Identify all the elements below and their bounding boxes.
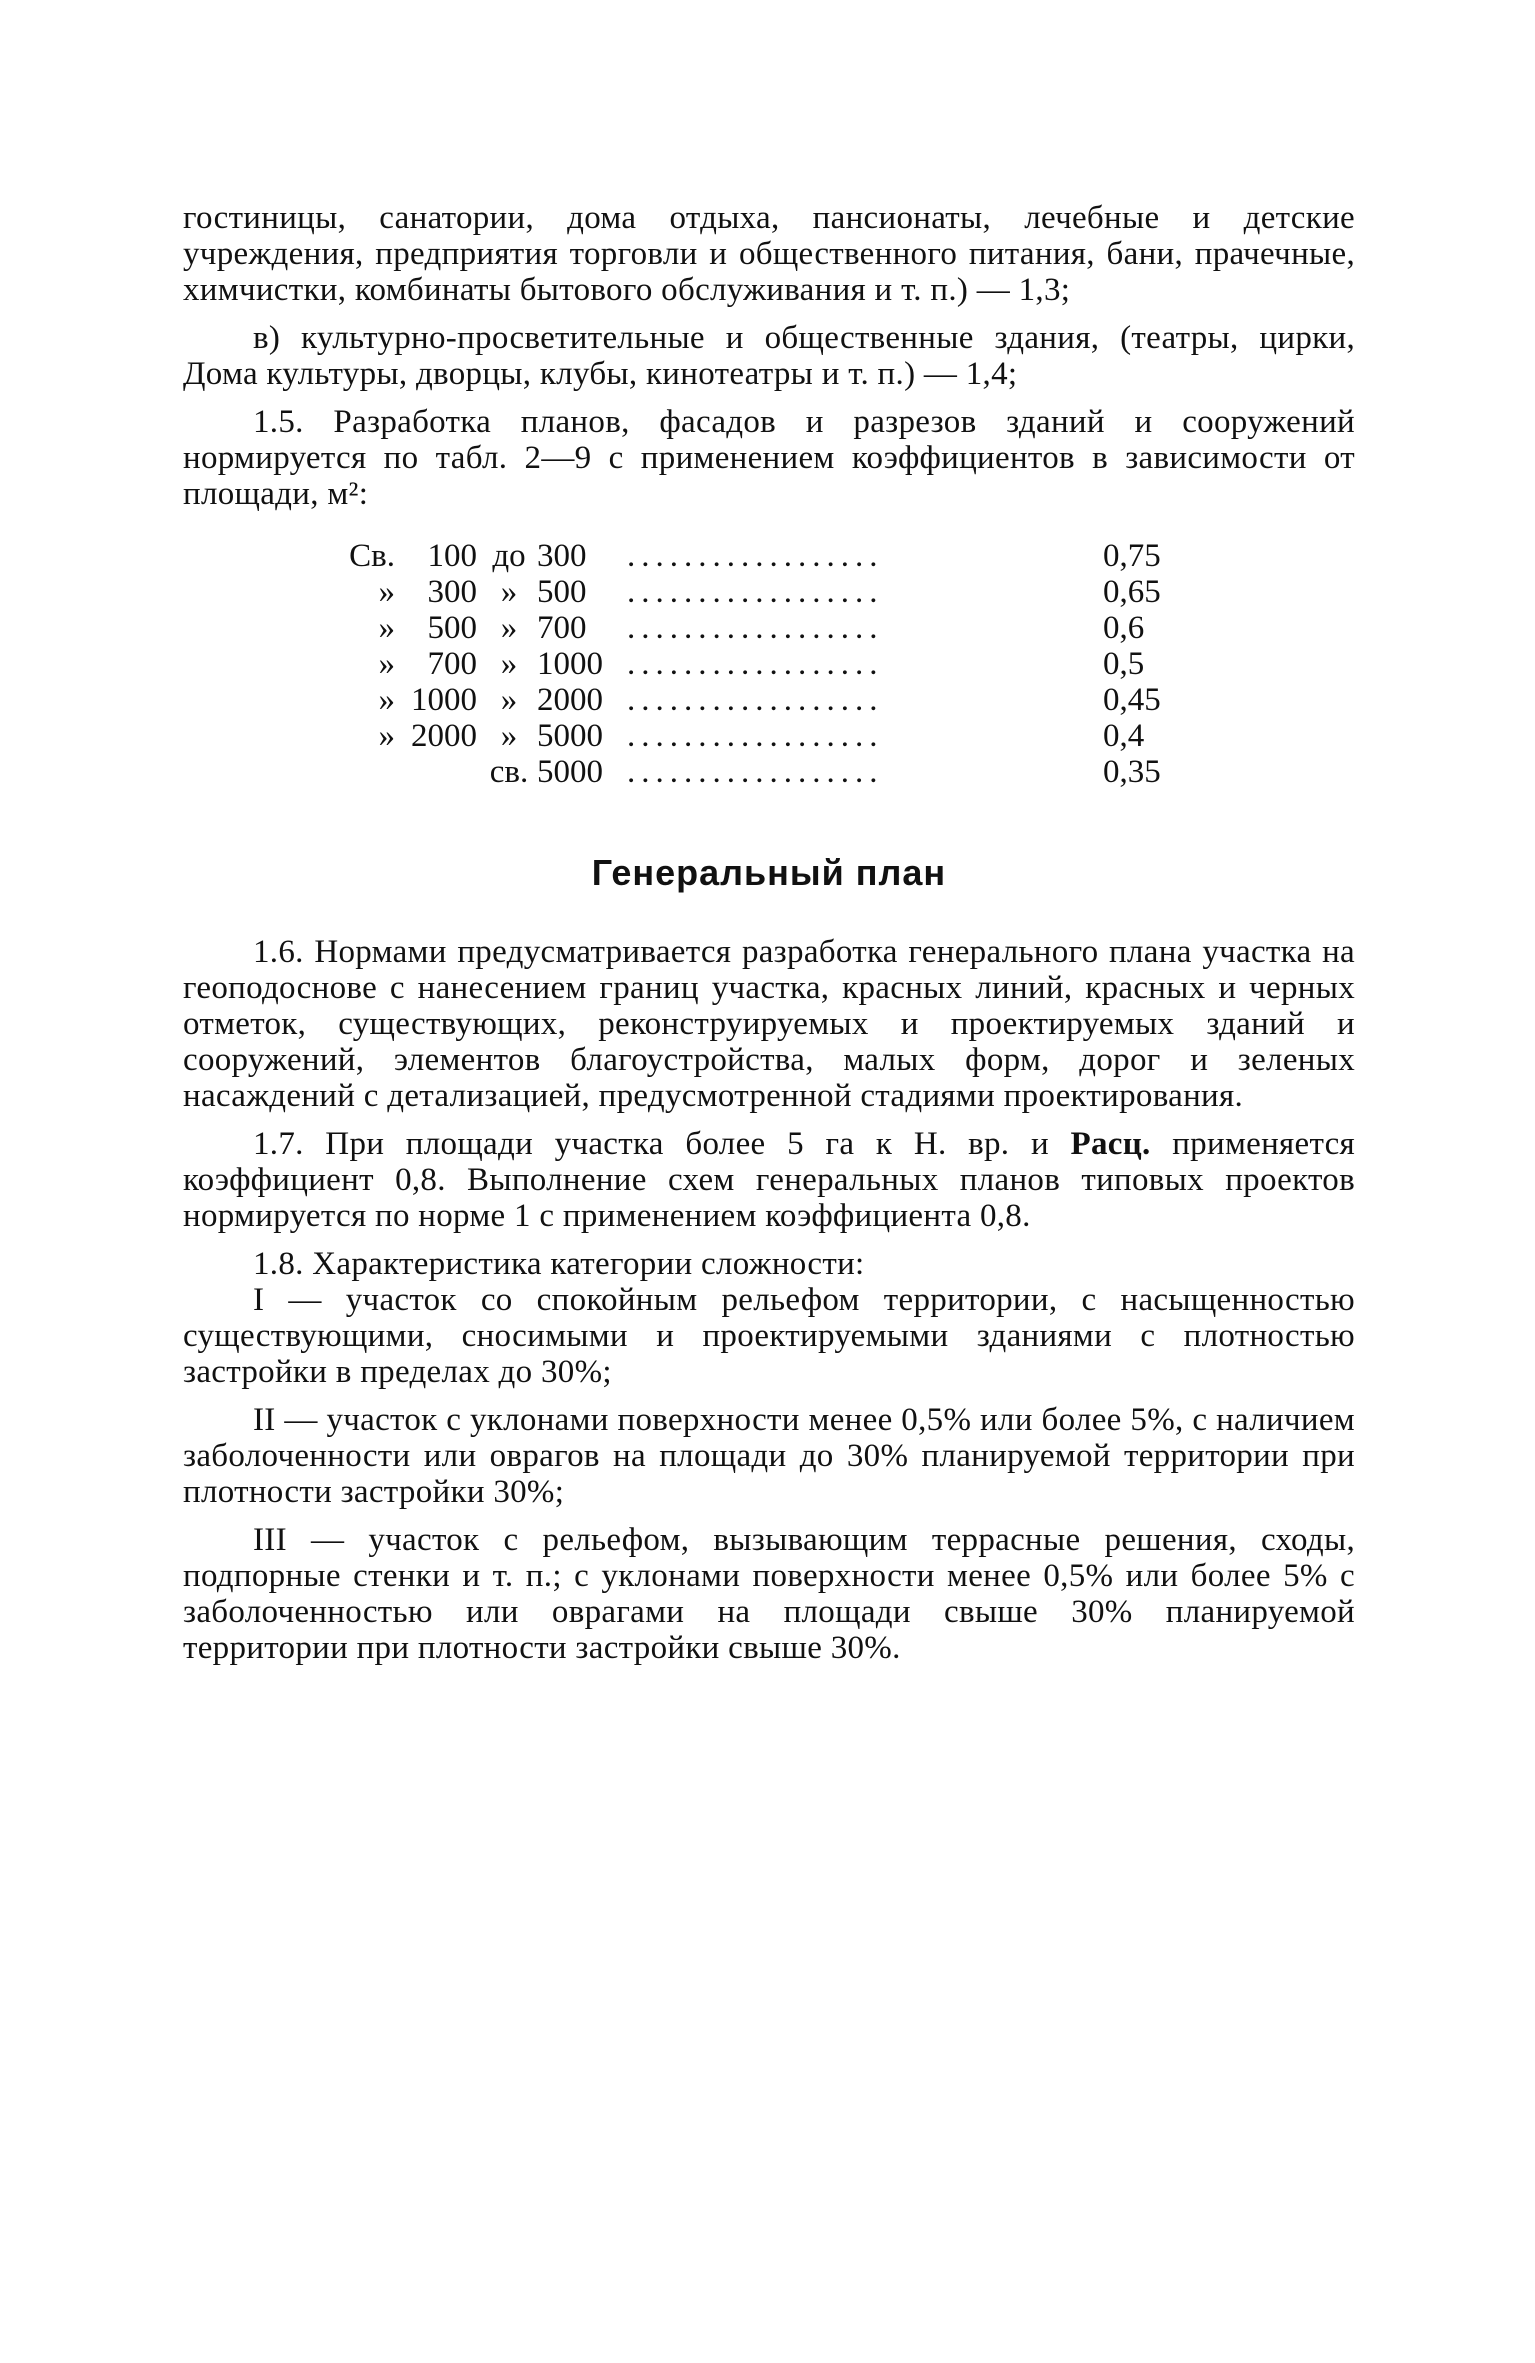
category-3-paragraph: III — участок с рельефом, вызывающим террасные решения, сходы, подпорные стенки и т. п.; с уклонами поверхности менее 0,5% или более 5% с заболоченностью или оврагами на площади свыше 30% планируемой территории при плотности застройки свыше 30%. <box>183 1522 1355 1666</box>
row-coefficient: 0,35 <box>1103 754 1161 790</box>
table-row <box>323 610 1183 646</box>
table-row <box>323 718 1183 754</box>
row-to: 500 <box>537 574 587 610</box>
row-prefix: Св. <box>349 538 395 574</box>
row-prefix: » <box>378 610 395 646</box>
row-coefficient: 0,65 <box>1103 574 1161 610</box>
category-2-paragraph: II — участок с уклонами поверхности менее 0,5% или более 5%, с наличием заболоченности или оврагов на площади до 30% планируемой территории при плотности застройки 30%; <box>183 1402 1355 1510</box>
row-connector: » <box>500 574 518 610</box>
area-coefficient-table <box>323 538 1183 790</box>
row-leader-dots: .................. <box>627 682 884 718</box>
table-row <box>323 754 1183 790</box>
row-coefficient: 0,5 <box>1103 646 1145 682</box>
table-row <box>323 682 1183 718</box>
row-from: 700 <box>427 646 477 682</box>
row-to: 5000 <box>537 718 603 754</box>
row-coefficient: 0,4 <box>1103 718 1145 754</box>
rasc-abbreviation: Расц. <box>1070 1126 1151 1162</box>
paragraph-1-7 <box>183 1126 1355 1234</box>
row-from: 100 <box>427 538 477 574</box>
row-prefix: » <box>378 718 395 754</box>
row-from: 500 <box>427 610 477 646</box>
row-connector: » <box>500 682 518 718</box>
row-from: 1000 <box>411 682 477 718</box>
row-to: 300 <box>537 538 587 574</box>
row-leader-dots: .................. <box>627 610 884 646</box>
row-from: 300 <box>427 574 477 610</box>
row-connector: св. <box>489 754 529 790</box>
table-row <box>323 538 1183 574</box>
table-row <box>323 646 1183 682</box>
intro-continuation-paragraph: гостиницы, санатории, дома отдыха, пансионаты, лечебные и детские учреждения, предприятия торговли и общественного питания, бани, прачечные, химчистки, комбинаты бытового обслуживания и т. п.) — 1,3; <box>183 200 1355 308</box>
row-coefficient: 0,6 <box>1103 610 1145 646</box>
row-to: 700 <box>537 610 587 646</box>
table-row <box>323 574 1183 610</box>
row-to: 1000 <box>537 646 603 682</box>
row-from: 2000 <box>411 718 477 754</box>
row-connector: » <box>500 610 518 646</box>
row-leader-dots: .................. <box>627 538 884 574</box>
paragraph-1-7-end: применяется коэффициент 0,8. Выполнение схем генеральных планов типовых проектов нормируется по норме 1 с применением коэффициента 0,8. <box>183 1126 1356 1234</box>
row-connector: » <box>500 718 518 754</box>
row-coefficient: 0,45 <box>1103 682 1161 718</box>
document-page <box>183 200 1355 1666</box>
row-to: 5000 <box>537 754 603 790</box>
row-connector: до <box>492 538 526 574</box>
row-leader-dots: .................. <box>627 574 884 610</box>
category-1-paragraph: I — участок со спокойным рельефом территории, с насыщенностью существующими, сносимыми и проектируемыми зданиями с плотностью застройки в пределах до 30%; <box>183 1282 1355 1390</box>
row-prefix: » <box>378 646 395 682</box>
paragraph-1-7-start: 1.7. При площади участка более 5 га к Н. вр. и <box>253 1126 1071 1162</box>
item-v-paragraph: в) культурно-просветительные и общественные здания, (театры, цирки, Дома культуры, дворцы, клубы, кинотеатры и т. п.) — 1,4; <box>183 320 1355 392</box>
row-leader-dots: .................. <box>627 754 884 790</box>
paragraph-1-6: 1.6. Нормами предусматривается разработка генерального плана участка на геоподоснове с нанесением границ участка, красных линий, красных и черных отметок, существующих, реконструируемых и проектируемых зданий и сооружений, элементов благоустройства, малых форм, дорог и зеленых насаждений с детализацией, предусмотренной стадиями проектирования. <box>183 934 1355 1114</box>
row-to: 2000 <box>537 682 603 718</box>
row-coefficient: 0,75 <box>1103 538 1161 574</box>
paragraph-1-8: 1.8. Характеристика категории сложности: <box>253 1246 865 1282</box>
paragraph-1-5: 1.5. Разработка планов, фасадов и разрезов зданий и сооружений нормируется по табл. 2—9 с применением коэффициентов в зависимости от площади, м²: <box>183 404 1355 512</box>
section-title: Генеральный план <box>591 852 947 893</box>
row-prefix: » <box>378 682 395 718</box>
row-prefix: » <box>378 574 395 610</box>
row-leader-dots: .................. <box>627 718 884 754</box>
row-leader-dots: .................. <box>627 646 884 682</box>
row-connector: » <box>500 646 518 682</box>
